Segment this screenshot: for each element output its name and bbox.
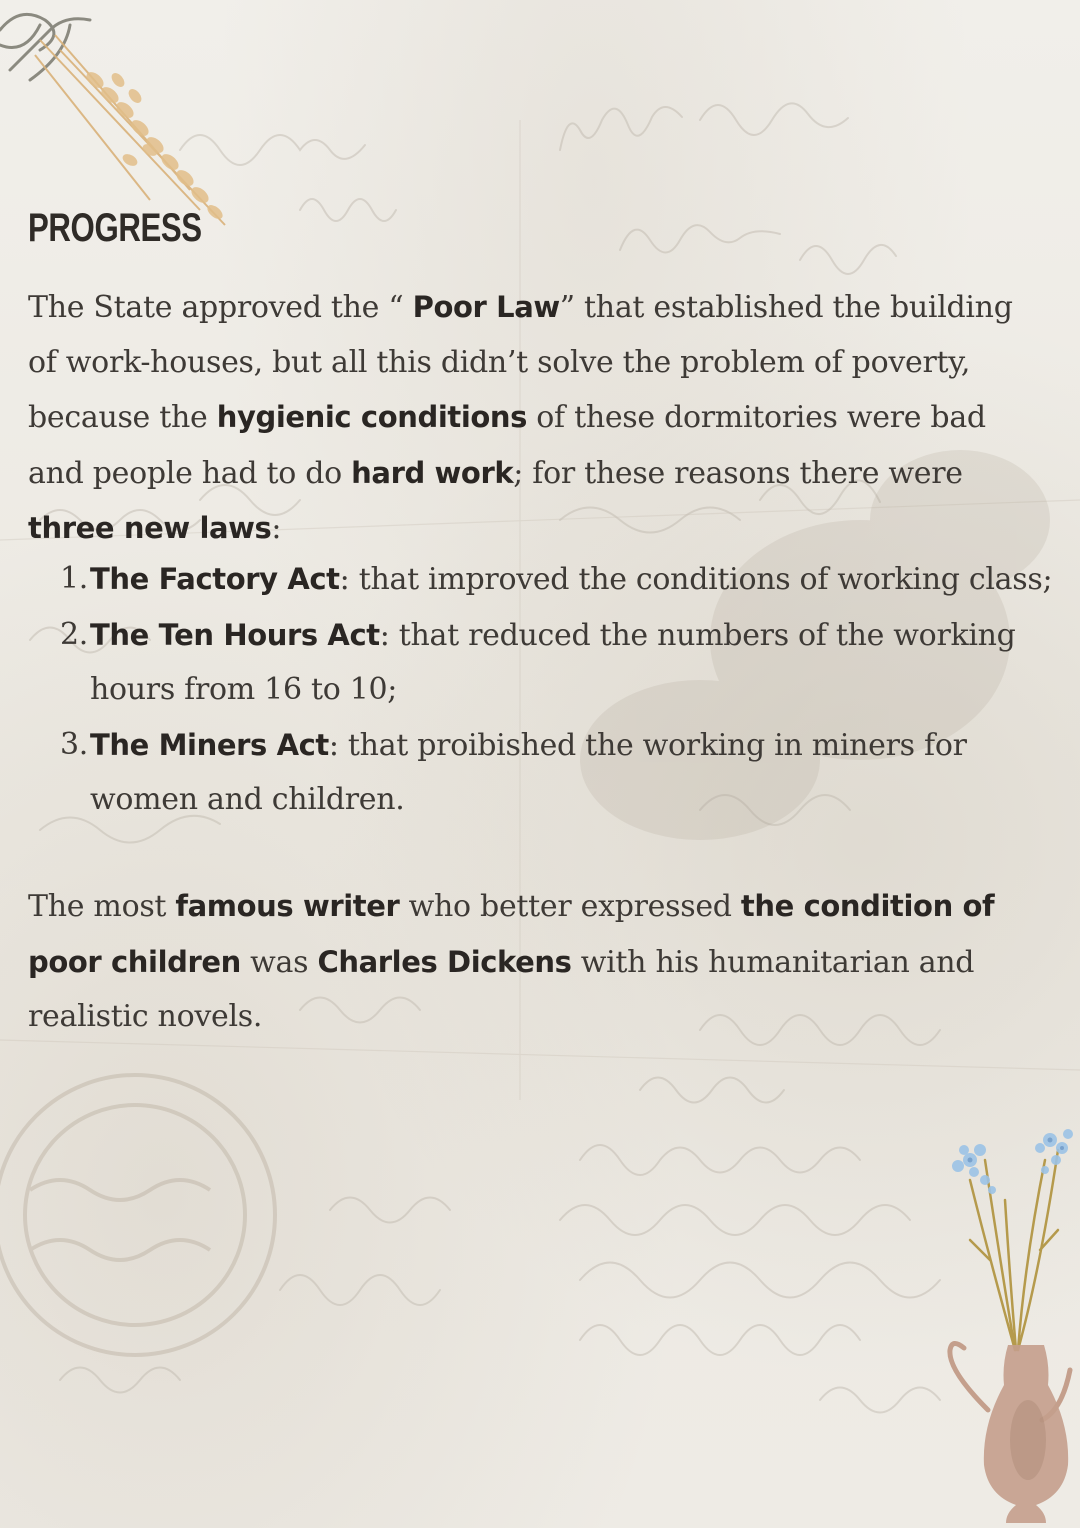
law-name: The Factory Act xyxy=(90,562,340,596)
law-description: : that improved the conditions of working class; xyxy=(339,562,1053,597)
intro-text: : xyxy=(271,511,282,546)
closing-text: with his humanitarian and realistic novels. xyxy=(28,944,975,1034)
hygienic-conditions-term: hygienic conditions xyxy=(216,400,528,434)
three-new-laws-term: three new laws xyxy=(28,511,272,545)
list-number: 2. xyxy=(60,616,89,652)
closing-paragraph xyxy=(28,879,1008,1045)
flower-vase-icon xyxy=(930,1120,1080,1528)
law-line xyxy=(90,718,1060,774)
law-name: The Miners Act xyxy=(90,727,329,762)
closing-text: The most xyxy=(28,889,176,924)
law-description: : that proibished the working in miners for xyxy=(328,727,967,763)
law-description: : that reduced the numbers of the working xyxy=(379,617,1016,653)
intro-text: ; for these reasons there were xyxy=(513,455,963,491)
list-item xyxy=(60,608,1060,718)
list-number: 3. xyxy=(60,726,89,762)
intro-paragraph xyxy=(28,280,1048,557)
intro-text: of these dormitories were bad and people had to do xyxy=(28,400,986,491)
laws-list xyxy=(60,552,1060,828)
list-number: 1. xyxy=(60,561,89,596)
law-line xyxy=(90,552,1060,608)
famous-writer-term: famous writer xyxy=(175,889,400,923)
postmark-stamp-icon xyxy=(0,1050,300,1380)
list-item xyxy=(60,552,1060,608)
poor-law-term: Poor Law xyxy=(412,290,560,324)
closing-text: who better expressed xyxy=(399,889,741,924)
wheat-bouquet-icon xyxy=(0,0,250,240)
law-line xyxy=(90,608,1060,664)
condition-of-poor-children-term: the condition of poor children xyxy=(28,889,995,979)
closing-text: was xyxy=(240,944,318,980)
law-description-continued: hours from 16 to 10; xyxy=(90,672,398,707)
page-title: PROGRESS xyxy=(28,206,202,250)
intro-text: ” that established the building of work-houses, but all this didn’t solve the problem of poverty, because the xyxy=(28,290,1013,435)
law-name: The Ten Hours Act xyxy=(90,617,380,652)
law-description-continued: women and children. xyxy=(90,782,405,817)
intro-text: The State approved the “ xyxy=(28,290,413,325)
charles-dickens-term: Charles Dickens xyxy=(317,944,572,979)
list-item xyxy=(60,718,1060,828)
hard-work-term: hard work xyxy=(351,455,514,490)
